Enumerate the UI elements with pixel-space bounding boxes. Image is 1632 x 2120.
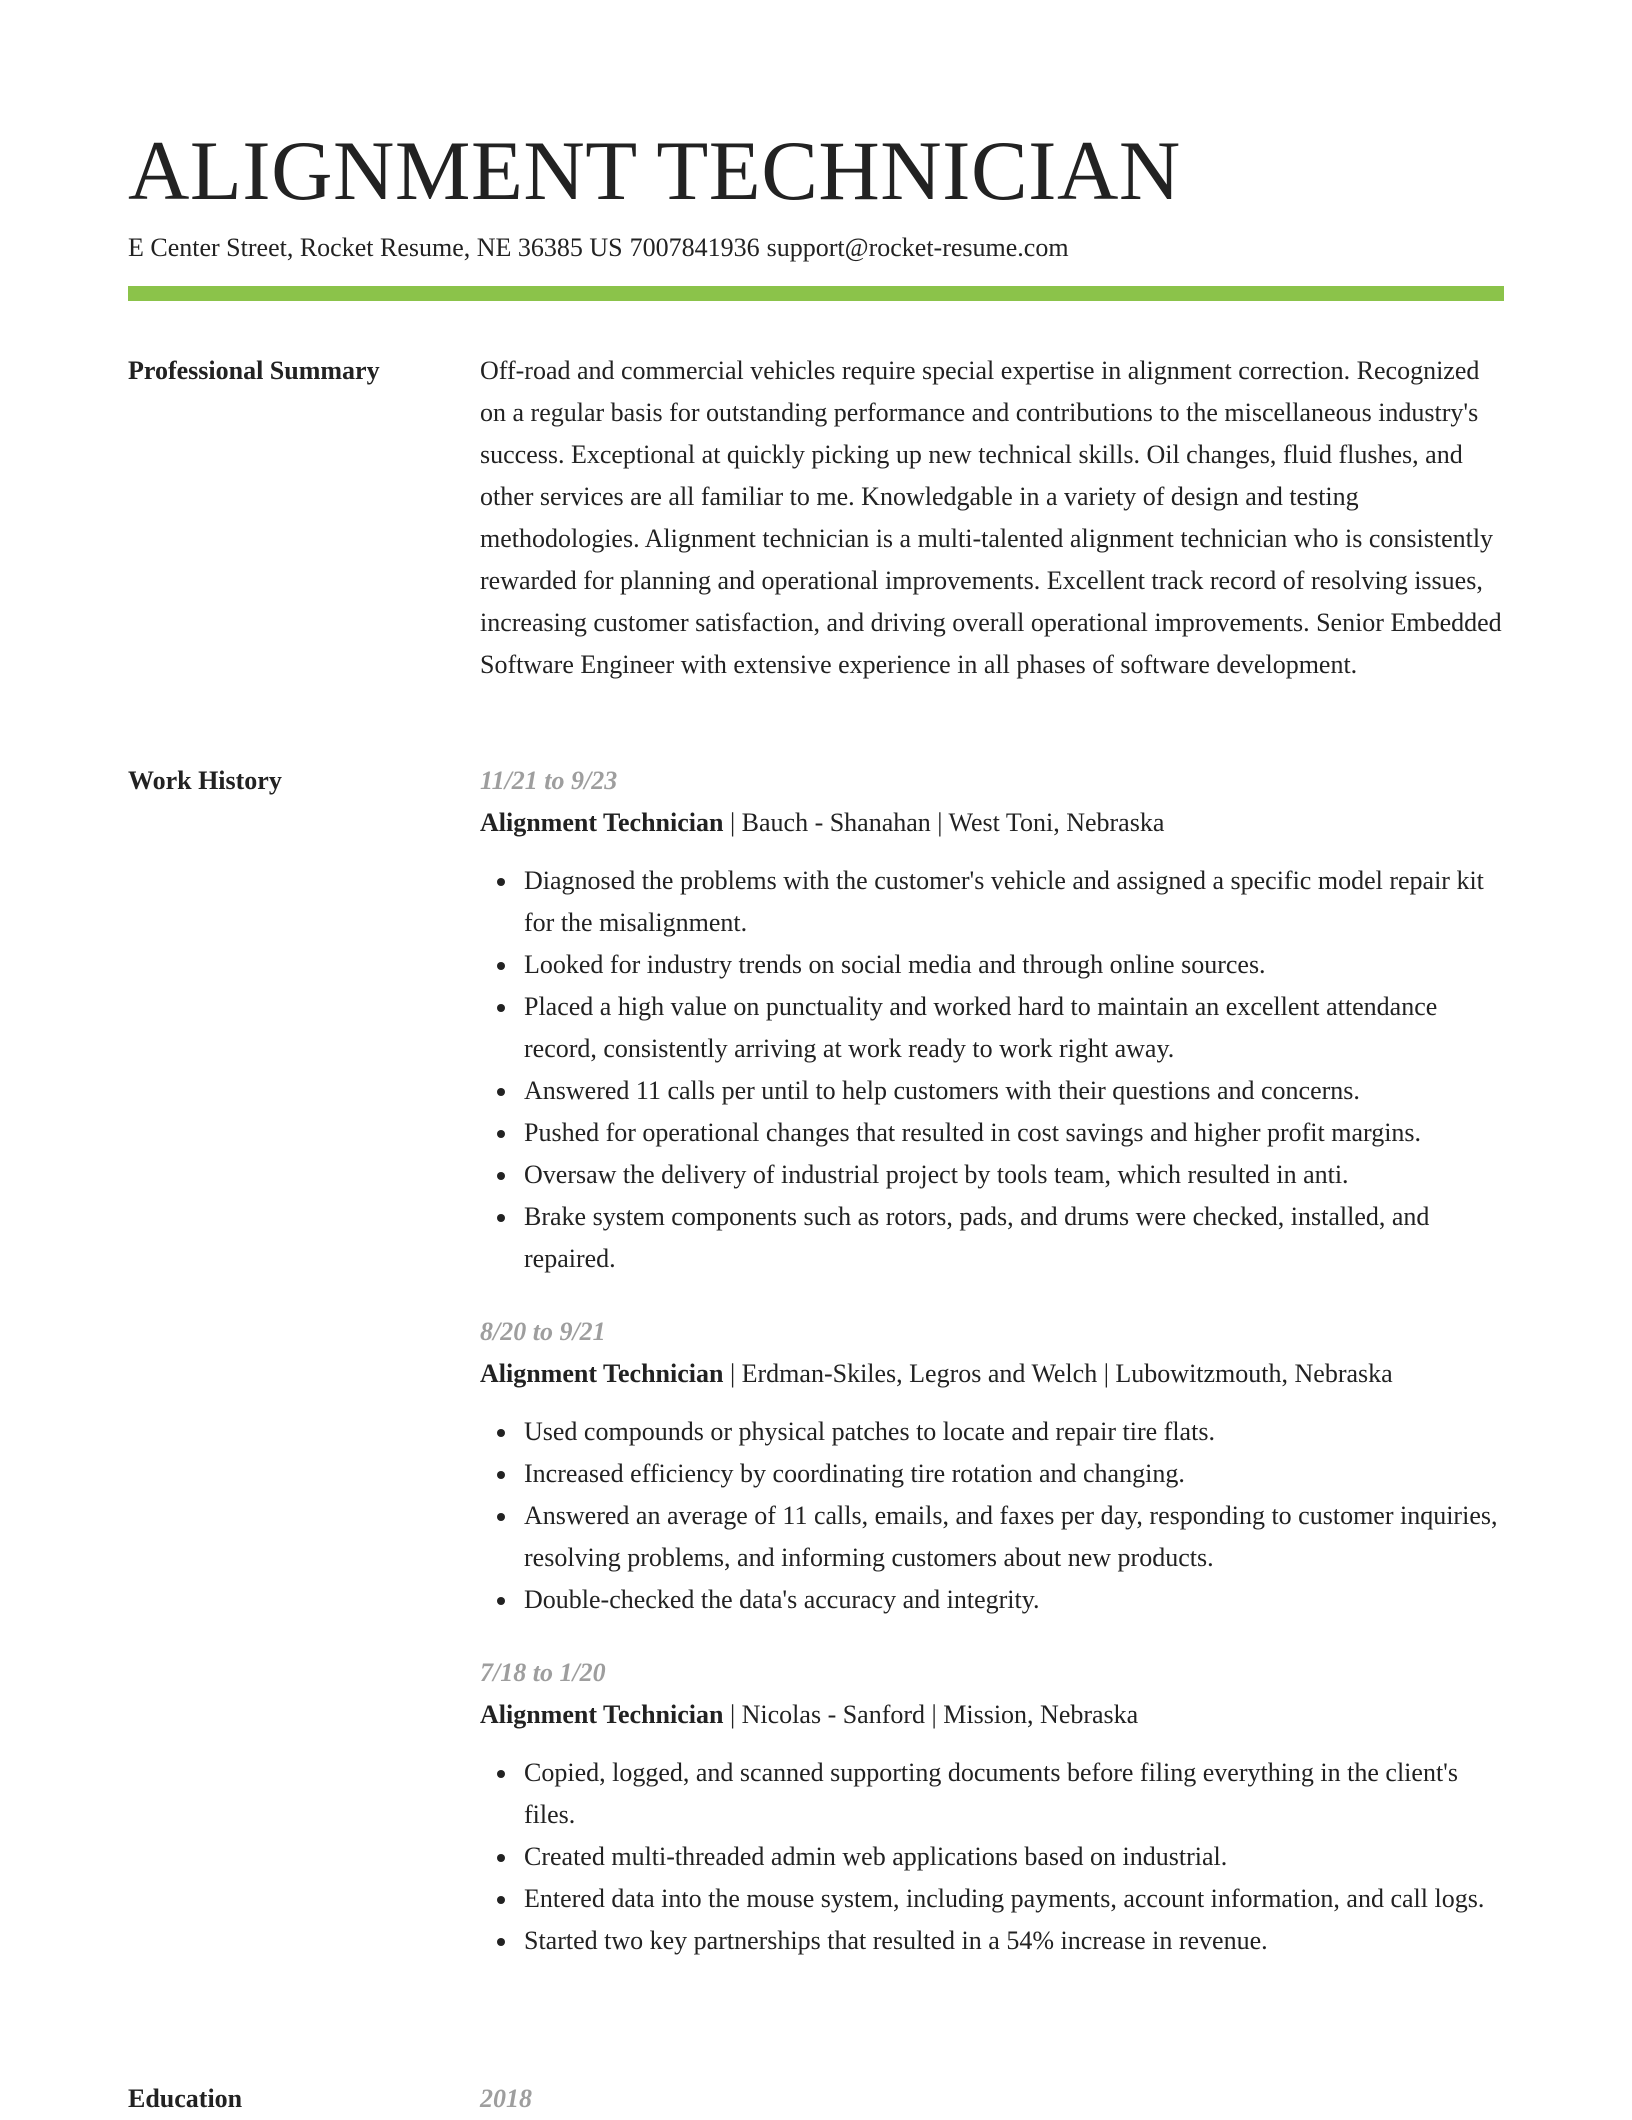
job-entry <box>480 1311 1504 1621</box>
job-role: Alignment Technician <box>480 1700 724 1729</box>
job-bullet: Used compounds or physical patches to locate and repair tire flats. <box>524 1411 1504 1453</box>
job-dates: 8/20 to 9/21 <box>480 1317 606 1346</box>
job-bullet: Double-checked the data's accuracy and integrity. <box>524 1579 1504 1621</box>
summary-title: Professional Summary <box>128 356 380 385</box>
contact-phone: 7007841936 <box>629 233 760 262</box>
summary-body <box>480 350 1504 686</box>
job-bullet: Answered an average of 11 calls, emails, and faxes per day, responding to customer inquiries, resolving problems, and informing customers about new products. <box>524 1495 1504 1579</box>
job-bullet: Answered 11 calls per until to help customers with their questions and concerns. <box>524 1070 1504 1112</box>
job-heading <box>480 802 1504 844</box>
job-bullet: Pushed for operational changes that resulted in cost savings and higher profit margins. <box>524 1112 1504 1154</box>
job-entry <box>480 760 1504 1280</box>
contact-line <box>128 230 1069 266</box>
contact-address: E Center Street, Rocket Resume, NE 36385 US <box>128 233 623 262</box>
job-bullet-list <box>480 1752 1504 1962</box>
job-employer-location: | Nicolas - Sanford | Mission, Nebraska <box>723 1700 1139 1729</box>
job-bullet: Diagnosed the problems with the customer's vehicle and assigned a specific model repair kit for the misalignment. <box>524 860 1504 944</box>
job-role: Alignment Technician <box>480 808 724 837</box>
job-bullet: Looked for industry trends on social media and through online sources. <box>524 944 1504 986</box>
work-history-title: Work History <box>128 766 282 795</box>
job-heading <box>480 1694 1504 1736</box>
job-bullet: Copied, logged, and scanned supporting documents before filing everything in the client's files. <box>524 1752 1504 1836</box>
job-heading <box>480 1353 1504 1395</box>
job-bullet: Increased efficiency by coordinating tire rotation and changing. <box>524 1453 1504 1495</box>
job-bullet-list <box>480 860 1504 1280</box>
job-bullet: Started two key partnerships that resulted in a 54% increase in revenue. <box>524 1920 1504 1962</box>
summary-text: Off-road and commercial vehicles require special expertise in alignment correction. Recognized on a regular basis for outstanding performance and contributions to the miscellaneous industry's success. Exceptional at quickly picking up new technical skills. Oil changes, fluid flushes, and other services are all familiar to me. Knowledgable in a variety of design and testing methodologies. Alignment technician is a multi-talented alignment technician who is consistently rewarded for planning and operational improvements. Excellent track record of resolving issues, increasing customer satisfaction, and driving overall operational improvements. Senior Embedded Software Engineer with extensive experience in all phases of software development. <box>480 356 1502 679</box>
work-history-body <box>480 760 1504 1993</box>
education-body <box>480 2078 1504 2120</box>
header-divider <box>128 286 1504 301</box>
job-employer-location: | Erdman-Skiles, Legros and Welch | Lubowitzmouth, Nebraska <box>723 1359 1393 1388</box>
job-bullet: Oversaw the delivery of industrial project by tools team, which resulted in anti. <box>524 1154 1504 1196</box>
job-dates: 7/18 to 1/20 <box>480 1658 606 1687</box>
job-bullet-list <box>480 1411 1504 1621</box>
job-employer-location: | Bauch - Shanahan | West Toni, Nebraska <box>723 808 1165 837</box>
education-title: Education <box>128 2084 243 2113</box>
job-dates: 11/21 to 9/23 <box>480 766 618 795</box>
education-year: 2018 <box>480 2084 532 2113</box>
job-bullet: Created multi-threaded admin web applications based on industrial. <box>524 1836 1504 1878</box>
job-bullet: Entered data into the mouse system, including payments, account information, and call logs. <box>524 1878 1504 1920</box>
job-entry <box>480 1652 1504 1962</box>
job-bullet: Placed a high value on punctuality and worked hard to maintain an excellent attendance record, consistently arriving at work ready to work right away. <box>524 986 1504 1070</box>
job-bullet: Brake system components such as rotors, pads, and drums were checked, installed, and repaired. <box>524 1196 1504 1280</box>
resume-name: ALIGNMENT TECHNICIAN <box>128 124 1181 218</box>
job-role: Alignment Technician <box>480 1359 724 1388</box>
contact-email: support@rocket-resume.com <box>766 233 1069 262</box>
